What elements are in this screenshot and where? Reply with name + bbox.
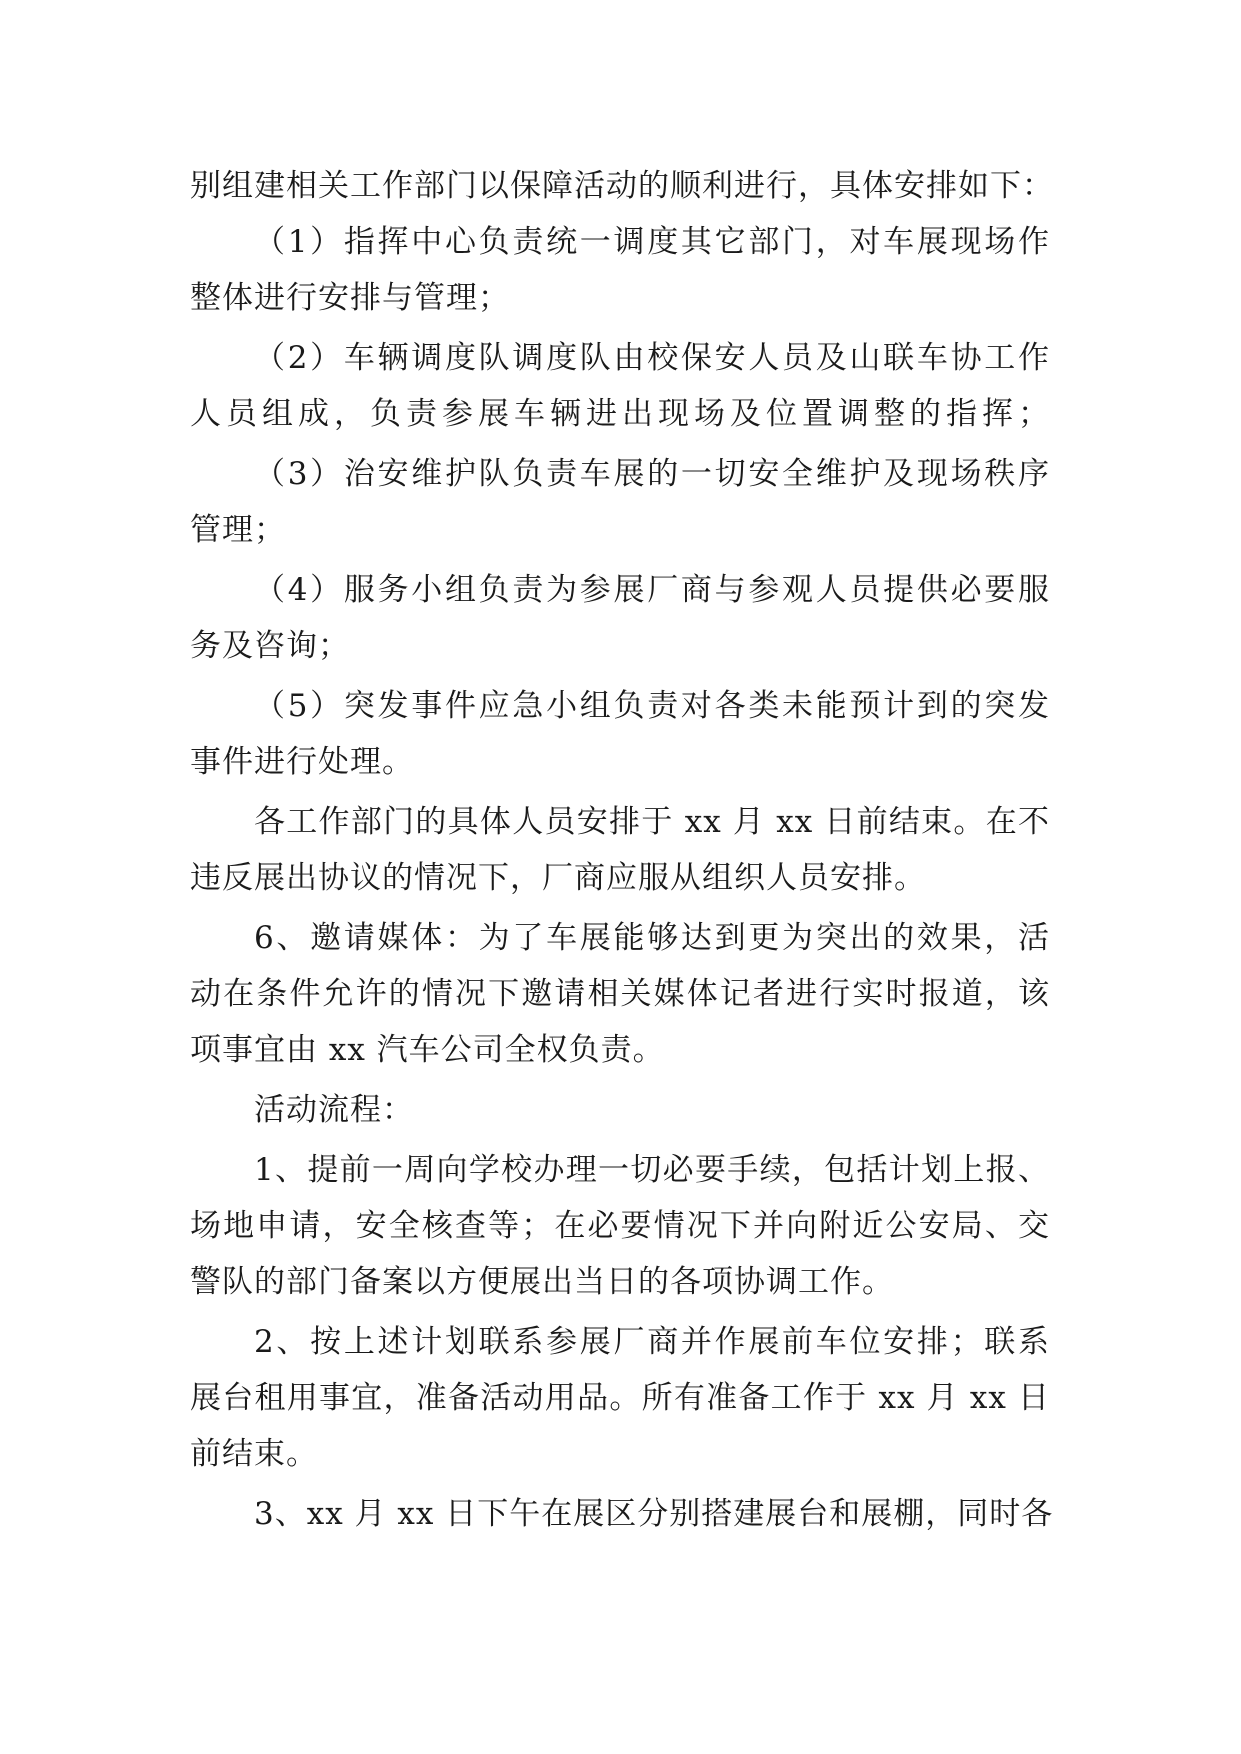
text-line: 事件进行处理。 <box>190 744 414 780</box>
text-line: 前结束。 <box>190 1436 318 1472</box>
text-line: （3）治安维护队负责车展的一切安全维护及现场秩序 <box>254 456 1050 492</box>
text-line: 人员组成，负责参展车辆进出现场及位置调整的指挥； <box>190 396 1050 432</box>
text-line: 1、提前一周向学校办理一切必要手续，包括计划上报、 <box>254 1152 1050 1188</box>
section-heading: 活动流程： <box>254 1092 414 1128</box>
text-line: 动在条件允许的情况下邀请相关媒体记者进行实时报道，该 <box>190 976 1050 1012</box>
text-line: 场地申请，安全核查等；在必要情况下并向附近公安局、交 <box>190 1208 1050 1244</box>
text-line: 管理； <box>190 512 286 548</box>
text-line: 别组建相关工作部门以保障活动的顺利进行，具体安排如下： <box>190 168 1054 204</box>
text-line: （2）车辆调度队调度队由校保安人员及山联车协工作 <box>254 340 1050 376</box>
text-line: 整体进行安排与管理； <box>190 280 510 316</box>
text-line: （5）突发事件应急小组负责对各类未能预计到的突发 <box>254 688 1050 724</box>
text-line: 违反展出协议的情况下，厂商应服从组织人员安排。 <box>190 860 926 896</box>
text-line: 6、邀请媒体：为了车展能够达到更为突出的效果，活 <box>254 920 1050 956</box>
text-line: 警队的部门备案以方便展出当日的各项协调工作。 <box>190 1264 894 1300</box>
text-line: 各工作部门的具体人员安排于 xx 月 xx 日前结束。在不 <box>254 804 1050 840</box>
text-line: 项事宜由 xx 汽车公司全权负责。 <box>190 1032 665 1068</box>
text-line: 展台租用事宜，准备活动用品。所有准备工作于 xx 月 xx 日 <box>190 1380 1050 1416</box>
text-line: （4）服务小组负责为参展厂商与参观人员提供必要服 <box>254 572 1050 608</box>
text-line: 3、xx 月 xx 日下午在展区分别搭建展台和展棚，同时各 <box>254 1496 1054 1532</box>
text-line: （1）指挥中心负责统一调度其它部门，对车展现场作 <box>254 224 1050 260</box>
text-line: 2、按上述计划联系参展厂商并作展前车位安排；联系 <box>254 1324 1050 1360</box>
text-line: 务及咨询； <box>190 628 350 664</box>
